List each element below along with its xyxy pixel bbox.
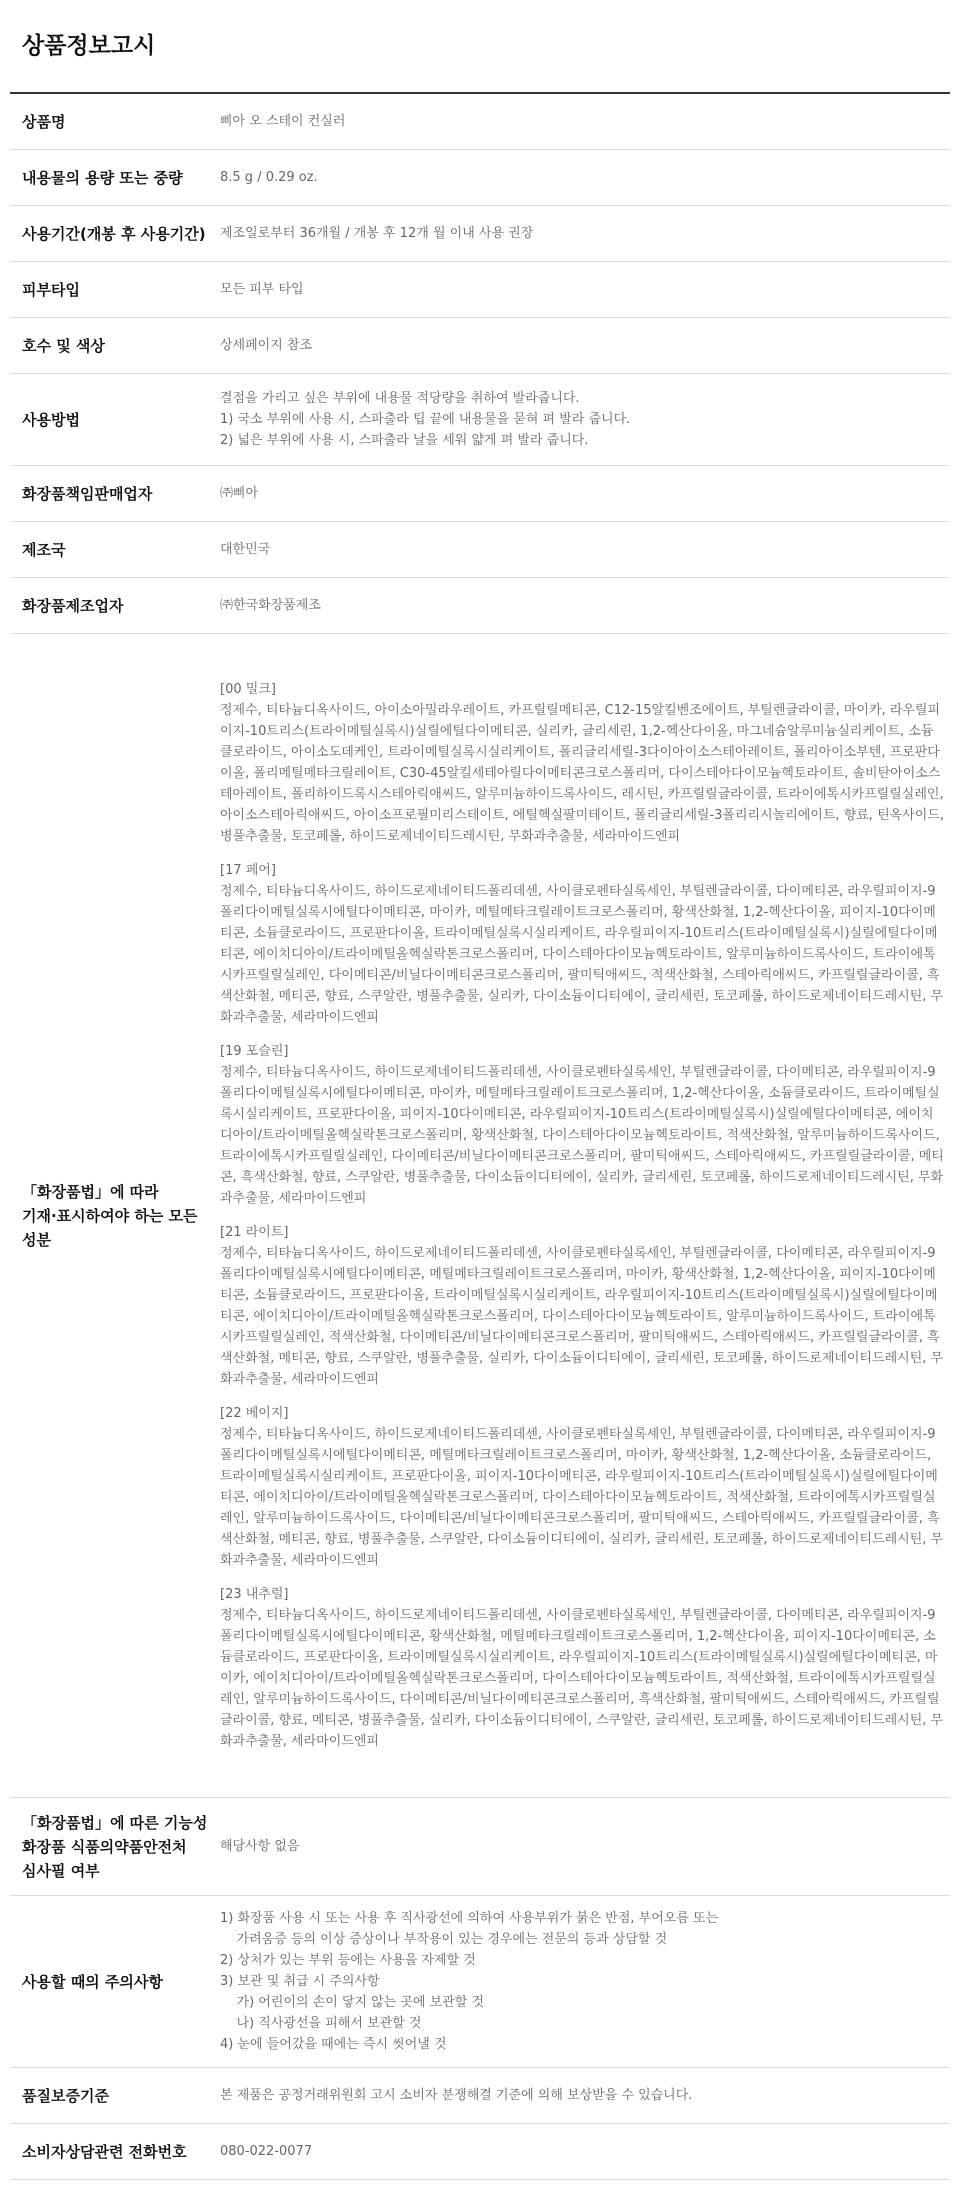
- row-value: 삐아 오 스테이 컨실러: [220, 114, 346, 129]
- usage-line: 2) 넓은 부위에 사용 시, 스파출라 날을 세워 얇게 펴 발라 줍니다.: [220, 433, 589, 448]
- row-label: 품질보증기준: [22, 2086, 109, 2105]
- caution-line: 3) 보관 및 취급 시 주의사항: [220, 1974, 380, 1989]
- usage-line: 1) 국소 부위에 사용 시, 스파출라 팁 끝에 내용물을 묻혀 펴 발라 줍니다.: [220, 412, 631, 427]
- row-caution: [10, 1896, 950, 2068]
- label-line: 성분: [22, 1230, 51, 1249]
- row-label: 상품명: [22, 112, 66, 131]
- ingredient-block-19: [220, 1041, 944, 1209]
- shade-ingredients: 정제수, 티타늄디옥사이드, 하이드로제네이티드폴리데센, 사이클로펜타실록세인, 부틸렌글라이콜, 다이메티콘, 라우릴피이지-9폴리다이메틸실록시에틸다이메티콘, 마이카, 메틸메타크릴레이트크로스폴리머, 황색산화철, 1,2-헥산다이올, 피이지-10다이메티콘, 소듐클로라이드, 프로판다이올, 트라이메틸실록시실리케이트, 라우릴피이지-10트리스(트라이메틸실록시)실릴에틸다이메티콘, 에이치디아이/트라이메틸올헥실락톤크로스폴리머, 다이스테아다이모늄헥토라이트, 알루미늄하이드록사이드, 트라이에톡시카프릴릴실레인, 다이메티콘/비닐다이메티콘크로스폴리머, 팔미틱애씨드, 적색산화철, 스테아릭애씨드, 카프릴릴글라이콜, 흑색산화철, 메티콘, 향료, 스쿠알란, 병풀추출물, 실리카, 다이소듐이디티에이, 글리세린, 토코페롤, 하이드로제네이티드레시틴, 무화과추출물, 세라마이드엔피: [220, 884, 944, 1025]
- label-line: 심사필 여부: [22, 1861, 100, 1880]
- shade-ingredients: 정제수, 티타늄디옥사이드, 하이드로제네이티드폴리데센, 사이클로펜타실록세인, 부틸렌글라이콜, 다이메티콘, 라우릴피이지-9폴리다이메틸실록시에틸다이메티콘, 황색산화철, 메틸메타크릴레이트크로스폴리머, 1,2-헥산다이올, 피이지-10다이메티콘, 소듐클로라이드, 프로판다이올, 트라이메틸실록시실리케이트, 라우릴피이지-10트리스(트라이메틸실록시)실릴에틸다이메티콘, 마이카, 에이치디아이/트라이메틸올헥실락톤크로스폴리머, 다이스테아다이모늄헥토라이트, 적색산화철, 트라이에톡시카프릴릴실레인, 알루미늄하이드록사이드, 다이메티콘/비닐다이메티콘크로스폴리머, 흑색산화철, 팔미틱애씨드, 스테아릭애씨드, 카프릴릴글라이콜, 향료, 메티콘, 병풀추출물, 실리카, 다이소듐이디티에이, 스쿠알란, 글리세린, 토코페롤, 하이드로제네이티드레시틴, 무화과추출물, 세라마이드엔피: [220, 1608, 944, 1749]
- row-usage-period: [10, 206, 950, 262]
- row-value: [220, 388, 950, 451]
- row-country: [10, 522, 950, 578]
- row-label: 사용기간(개봉 후 사용기간): [22, 224, 206, 243]
- caution-line: 나) 직사광선을 피해서 보관할 것: [220, 2016, 422, 2031]
- row-quality-warranty: [10, 2068, 950, 2124]
- usage-line: 결점을 가리고 싶은 부위에 내용물 적당량을 취하여 발라줍니다.: [220, 391, 580, 406]
- row-label: 화장품제조업자: [22, 596, 124, 615]
- row-skin-type: [10, 262, 950, 318]
- ingredient-block-22: [220, 1403, 944, 1571]
- row-manufacturer: [10, 578, 950, 634]
- caution-line: 4) 눈에 들어갔을 때에는 즉시 씻어낼 것: [220, 2037, 447, 2052]
- shade-title: [17 페어]: [220, 863, 276, 878]
- label-line: 화장품 식품의약품안전처: [22, 1837, 187, 1856]
- row-label: 내용물의 용량 또는 중량: [22, 168, 183, 187]
- row-label: 화장품책임판매업자: [22, 484, 153, 503]
- row-ingredients: [10, 634, 950, 1798]
- row-label: 사용할 때의 주의사항: [22, 1972, 163, 1991]
- info-table: [10, 92, 950, 2180]
- page-title: 상품정보고시: [22, 33, 156, 59]
- caution-line: 가려움증 등의 이상 증상이나 부작용이 있는 경우에는 전문의 등과 상담할 것: [220, 1932, 668, 1947]
- shade-ingredients: 정제수, 티타늄디옥사이드, 하이드로제네이티드폴리데센, 사이클로펜타실록세인, 부틸렌글라이콜, 다이메티콘, 라우릴피이지-9폴리다이메틸실록시에틸다이메티콘, 메틸메타크릴레이트크로스폴리머, 마이카, 황색산화철, 1,2-헥산다이올, 피이지-10다이메티콘, 소듐클로라이드, 프로판다이올, 트라이메틸실록시실리케이트, 라우릴피이지-10트리스(트라이메틸실록시)실릴에틸다이메티콘, 에이치디아이/트라이메틸올헥실락톤크로스폴리머, 다이스테아다이모늄헥토라이트, 알루미늄하이드록사이드, 트라이에톡시카프릴릴실레인, 적색산화철, 다이메티콘/비닐다이메티콘크로스폴리머, 팔미틱애씨드, 스테아릭애씨드, 카프릴릴글라이콜, 흑색산화철, 메티콘, 향료, 스쿠알란, 병풀추출물, 실리카, 다이소듐이디티에이, 글리세린, 토코페롤, 하이드로제네이티드레시틴, 무화과추출물, 세라마이드엔피: [220, 1246, 944, 1387]
- caution-line: 2) 상처가 있는 부위 등에는 사용을 자제할 것: [220, 1953, 476, 1968]
- row-label: 제조국: [22, 540, 66, 559]
- label-line: 「화장품법」에 따른 기능성: [22, 1813, 208, 1832]
- row-label: 사용방법: [22, 410, 80, 429]
- ingredient-block-21: [220, 1222, 944, 1390]
- row-value: 모든 피부 타입: [220, 282, 304, 297]
- label-line: 「화장품법」에 따라: [22, 1182, 159, 1201]
- row-value: 제조일로부터 36개월 / 개봉 후 12개 월 이내 사용 권장: [220, 226, 534, 241]
- shade-ingredients: 정제수, 티타늄디옥사이드, 하이드로제네이티드폴리데센, 사이클로펜타실록세인, 부틸렌글라이콜, 다이메티콘, 라우릴피이지-9폴리다이메틸실록시에틸다이메티콘, 메틸메타크릴레이트크로스폴리머, 마이카, 황색산화철, 1,2-헥산다이올, 소듐클로라이드, 트라이메틸실록시실리케이트, 프로판다이올, 피이지-10다이메티콘, 라우릴피이지-10트리스(트라이메틸실록시)실릴에틸다이메티콘, 에이치디아이/트라이메틸올헥실락톤크로스폴리머, 다이스테아다이모늄헥토라이트, 적색산화철, 트라이에톡시카프릴릴실레인, 알루미늄하이드록사이드, 다이메티콘/비닐다이메티콘크로스폴리머, 팔미틱애씨드, 스테아릭애씨드, 카프릴릴글라이콜, 흑색산화철, 메티콘, 향료, 병풀추출물, 스쿠알란, 다이소듐이디티에이, 실리카, 글리세린, 토코페롤, 하이드로제네이티드레시틴, 무화과추출물, 세라마이드엔피: [220, 1427, 944, 1568]
- row-product-name: [10, 94, 950, 150]
- row-functional-cosmetic: [10, 1798, 950, 1896]
- row-capacity: [10, 150, 950, 206]
- shade-ingredients: 정제수, 티타늄디옥사이드, 아이소아밀라우레이트, 카프릴릴메티콘, C12-15알킬벤조에이트, 부틸렌글라이콜, 마이카, 라우릴피이지-10트리스(트라이메틸실록시)실릴에틸다이메티콘, 실리카, 글리세린, 1,2-헥산다이올, 마그네슘알루미늄실리케이트, 소듐클로라이드, 아이소도데케인, 트라이메틸실록시실리케이트, 폴리글리세릴-3다이아이소스테아레이트, 폴리아이소부텐, 프로판다이올, 폴리메틸메타크릴레이트, C30-45알킬세테아릴다이메티콘크로스폴리머, 다이스테아다이모늄헥토라이트, 솔비탄아이소스테아레이트, 폴리하이드록시스테아릭애씨드, 알루미늄하이드록사이드, 레시틴, 카프릴릴글라이콜, 트라이에톡시카프릴릴실레인, 아이소스테아릭애씨드, 아이소프로필미리스테이트, 에틸헥실팔미테이트, 폴리글리세릴-3폴리리시놀리에이트, 향료, 틴옥사이드, 병풀추출물, 토코페롤, 하이드로제네이티드레시틴, 무화과추출물, 세라마이드엔피: [220, 703, 944, 844]
- row-value: 8.5 g / 0.29 oz.: [220, 170, 318, 185]
- row-label: 호수 및 색상: [22, 336, 105, 355]
- shade-title: [23 내추럴]: [220, 1587, 289, 1602]
- shade-title: [22 베이지]: [220, 1406, 289, 1421]
- row-value: 대한민국: [220, 542, 271, 557]
- ingredient-block-00: [220, 679, 944, 847]
- label-line: 기재·표시하여야 하는 모든: [22, 1206, 198, 1225]
- shade-title: [19 포슬린]: [220, 1044, 289, 1059]
- row-how-to-use: [10, 374, 950, 466]
- row-value: 상세페이지 참조: [220, 338, 313, 353]
- ingredient-block-17: [220, 860, 944, 1028]
- row-label: [10, 1180, 220, 1252]
- row-value: ㈜삐아: [220, 486, 259, 501]
- caution-line: 가) 어린이의 손이 닿지 않는 곳에 보관할 것: [220, 1995, 485, 2010]
- row-value: 080-022-0077: [220, 2144, 313, 2159]
- ingredient-list: [220, 679, 950, 1752]
- row-value: [220, 1908, 950, 2055]
- row-label: 피부타입: [22, 280, 80, 299]
- row-label: [10, 1811, 220, 1883]
- ingredient-block-23: [220, 1584, 944, 1752]
- row-shade: [10, 318, 950, 374]
- row-value: ㈜한국화장품제조: [220, 598, 321, 613]
- row-value: 본 제품은 공정거래위원회 고시 소비자 분쟁해결 기준에 의해 보상받을 수 있습니다.: [220, 2088, 693, 2103]
- row-value: 해당사항 없음: [220, 1839, 300, 1854]
- row-customer-phone: [10, 2124, 950, 2180]
- row-label: 소비자상담관련 전화번호: [22, 2142, 187, 2161]
- caution-line: 1) 화장품 사용 시 또는 사용 후 직사광선에 의하여 사용부위가 붉은 반점, 부어오름 또는: [220, 1911, 719, 1926]
- shade-title: [00 밀크]: [220, 682, 276, 697]
- shade-ingredients: 정제수, 티타늄디옥사이드, 하이드로제네이티드폴리데센, 사이클로펜타실록세인, 부틸렌글라이콜, 다이메티콘, 라우릴피이지-9폴리다이메틸실록시에틸다이메티콘, 마이카, 메틸메타크릴레이트크로스폴리머, 1,2-헥산다이올, 소듐클로라이드, 트라이메틸실록시실리케이트, 프로판다이올, 피이지-10다이메티콘, 라우릴피이지-10트리스(트라이메틸실록시)실릴에틸다이메티콘, 에이치디아이/트라이메틸올헥실락톤크로스폴리머, 황색산화철, 다이스테아다이모늄헥토라이트, 적색산화철, 알루미늄하이드록사이드, 트라이에톡시카프릴릴실레인, 다이메티콘/비닐다이메티콘크로스폴리머, 팔미틱애씨드, 스테아릭애씨드, 카프릴릴글라이콜, 메티콘, 흑색산화철, 향료, 스쿠알란, 병풀추출물, 다이소듐이디티에이, 실리카, 글리세린, 토코페롤, 하이드로제네이티드레시틴, 무화과추출물, 세라마이드엔피: [220, 1065, 944, 1206]
- shade-title: [21 라이트]: [220, 1225, 289, 1240]
- row-responsible-seller: [10, 466, 950, 522]
